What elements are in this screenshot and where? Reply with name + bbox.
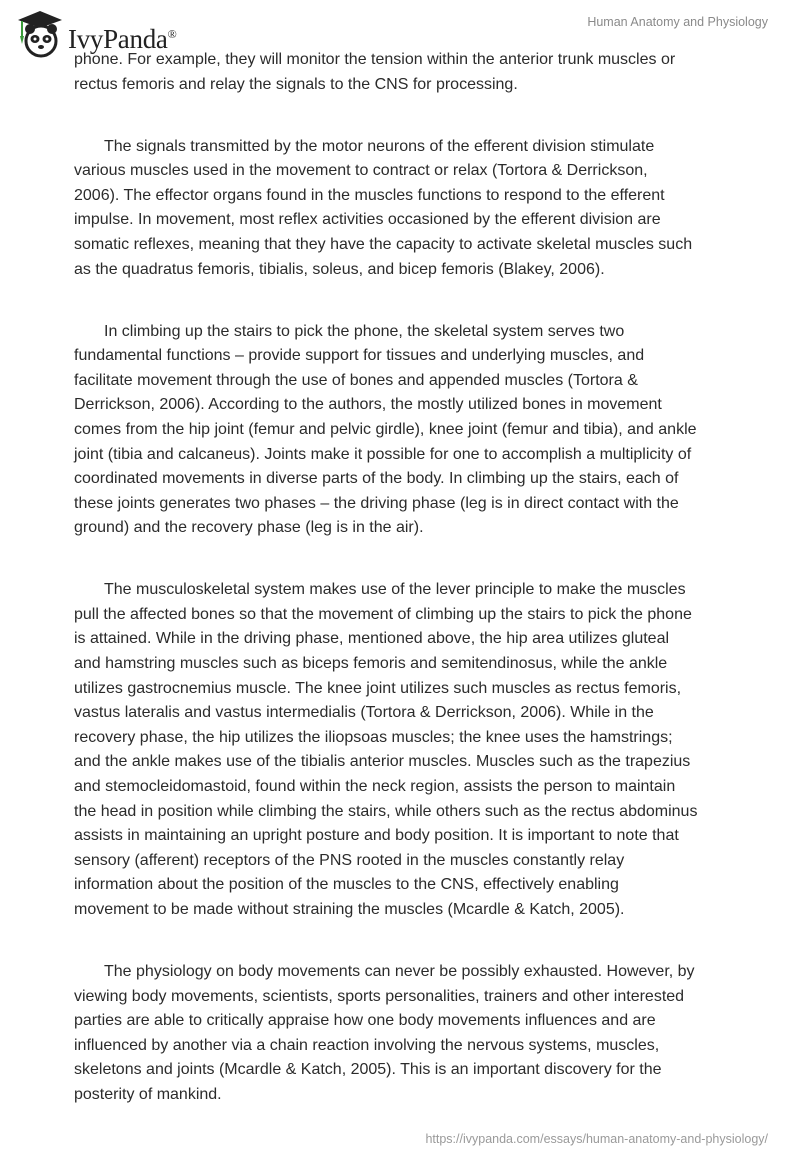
text-line: as the quadratus femoris, tibialis, soleus, and bicep femoris (Blakey, 2006). — [74, 260, 605, 278]
text-line: Derrickson, 2006). According to the authors, the mostly utilized bones in movement — [74, 396, 662, 414]
source-url-link[interactable]: https://ivypanda.com/essays/human-anatomy-and-physiology/ — [425, 1132, 768, 1146]
text-line: sensory (afferent) receptors of the PNS rooted in the muscles constantly relay — [74, 851, 625, 869]
document-title: Human Anatomy and Physiology — [587, 15, 768, 29]
text-line: parties are able to critically appraise how one body movements influences and are — [74, 1012, 656, 1030]
text-line: utilizes gastrocnemius muscle. The knee joint utilizes such muscles as rectus femoris, — [74, 679, 682, 697]
text-line: joint (tibia and calcaneus). Joints make it possible for one to accomplish a multiplicity of — [74, 445, 692, 463]
text-line: viewing body movements, scientists, sports personalities, trainers and other interested — [74, 987, 685, 1005]
text-line: The physiology on body movements can never be possibly exhausted. However, by — [104, 962, 695, 980]
essay-body — [74, 48, 754, 1145]
text-line: phone. For example, they will monitor the tension within the anterior trunk muscles or — [74, 51, 676, 68]
text-line: and hamstring muscles such as biceps femoris and semitendinosus, while the ankle — [74, 655, 668, 673]
text-line: assists in maintaining an upright posture and body position. It is important to note that — [74, 827, 679, 845]
text-line: recovery phase, the hip utilizes the iliopsoas muscles; the knee uses the hamstrings; — [74, 728, 673, 746]
text-line: comes from the hip joint (femur and pelvic girdle), knee joint (femur and tibia), and ankle — [74, 420, 697, 438]
paragraph — [74, 48, 754, 97]
brand-text: IvyPanda — [68, 23, 168, 54]
paragraph — [74, 960, 754, 1108]
text-line: somatic reflexes, meaning that they have the capacity to activate skeletal muscles such — [74, 235, 693, 253]
text-line: and the ankle makes use of the tibialis anterior muscles. Muscles such as the trapezius — [74, 753, 691, 771]
text-line: the head in position while climbing the stairs, while others such as the rectus abdominus — [74, 802, 698, 820]
paragraph — [74, 135, 754, 283]
text-line: skeletons and joints (Mcardle & Katch, 2005). This is an important discovery for the — [74, 1061, 662, 1079]
text-line: vastus lateralis and vastus intermedialis (Tortora & Derrickson, 2006). While in the — [74, 704, 654, 722]
text-line: influenced by another via a chain reaction involving the nervous systems, muscles, — [74, 1036, 660, 1054]
text-line: pull the affected bones so that the movement of climbing up the stairs to pick the phone — [74, 605, 692, 623]
text-line: fundamental functions – provide support for tissues and underlying muscles, and — [74, 347, 645, 365]
text-line: is attained. While in the driving phase, mentioned above, the hip area utilizes gluteal — [74, 630, 670, 648]
text-line: 2006). The effector organs found in the muscles functions to respond to the efferent — [74, 186, 665, 204]
panda-graduate-icon — [14, 8, 66, 60]
paragraph — [74, 320, 754, 541]
text-line: In climbing up the stairs to pick the phone, the skeletal system serves two — [104, 322, 625, 340]
registered-mark: ® — [167, 26, 177, 41]
text-line: impulse. In movement, most reflex activities occasioned by the efferent division are — [74, 211, 661, 229]
paragraph — [74, 578, 754, 922]
text-line: posterity of mankind. — [74, 1085, 222, 1103]
text-line: various muscles used in the movement to contract or relax (Tortora & Derrickson, — [74, 162, 648, 180]
text-line: and stemocleidomastoid, found within the neck region, assists the person to maintain — [74, 778, 676, 796]
text-line: ground) and the recovery phase (leg is in the air). — [74, 519, 424, 537]
text-line: these joints generates two phases – the driving phase (leg is in direct contact with the — [74, 494, 679, 512]
text-line: coordinated movements in diverse parts of the body. In climbing up the stairs, each of — [74, 470, 679, 488]
text-line: information about the position of the muscles to the CNS, effectively enabling — [74, 876, 619, 894]
text-line: facilitate movement through the use of bones and appended muscles (Tortora & — [74, 371, 638, 389]
text-line: The signals transmitted by the motor neurons of the efferent division stimulate — [104, 137, 655, 155]
text-line: movement to be made without straining the muscles (Mcardle & Katch, 2005). — [74, 900, 625, 918]
text-line: The musculoskeletal system makes use of the lever principle to make the muscles — [104, 581, 686, 599]
text-line: rectus femoris and relay the signals to the CNS for processing. — [74, 75, 518, 93]
